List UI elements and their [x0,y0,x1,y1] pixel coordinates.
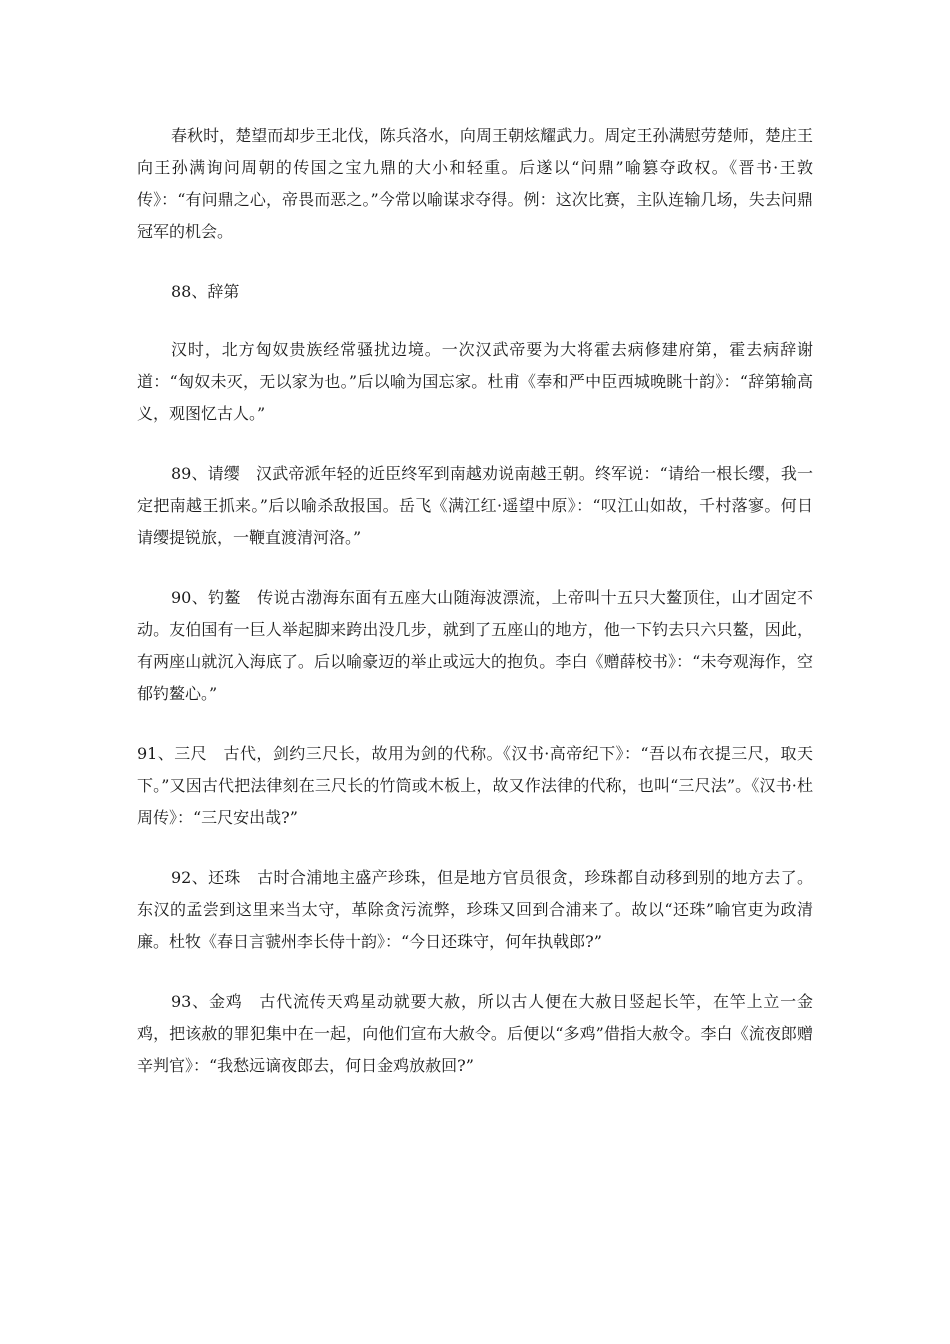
paragraph-91-sanchi: 91、三尺 古代，剑约三尺长，故用为剑的代称。《汉书·高帝纪下》：“吾以布衣提三尺，取天下。”又因古代把法律刻在三尺长的竹筒或木板上，故又作法律的代称，也叫“三尺法”。《汉书·杜周传》：“三尺安出哉?” [137,744,813,827]
paragraph-92-huanzhu: 92、还珠 古时合浦地主盛产珍珠，但是地方官员很贪，珍珠都自动移到别的地方去了。东汉的孟尝到这里来当太守，革除贪污流弊，珍珠又回到合浦来了。故以“还珠”喻官吏为政清廉。杜牧《春日言虢州李长侍十韵》：“今日还珠守，何年执戟郎?” [137,868,813,951]
heading-88-cidi: 88、辞第 [171,282,240,301]
paragraph-90-diaoao: 90、钓鳌 传说古渤海东面有五座大山随海波漂流，上帝叫十五只大鳌顶住，山才固定不动。友伯国有一巨人举起脚来跨出没几步，就到了五座山的地方，他一下钓去只六只鳌，因此，有两座山就沉入海底了。后以喻豪迈的举止或远大的抱负。李白《赠薛校书》：“未夸观海作，空郁钓鳌心。” [137,588,813,703]
paragraph-88-cidi: 汉时，北方匈奴贵族经常骚扰边境。一次汉武帝要为大将霍去病修建府第，霍去病辞谢道：“匈奴未灭，无以家为也。”后以喻为国忘家。杜甫《奉和严中臣西城晚眺十韵》：“辞第输高义，观图忆古人。” [137,340,813,423]
paragraph-89-qingying: 89、请缨 汉武帝派年轻的近臣终军到南越劝说南越王朝。终军说：“请给一根长缨，我一定把南越王抓来。”后以喻杀敌报国。岳飞《满江红·遥望中原》：“叹江山如故，千村落寥。何日请缨提锐旅，一鞭直渡清河洛。” [137,464,813,547]
document-page [137,120,813,1110]
paragraph-93-jinji: 93、金鸡 古代流传天鸡星动就要大赦，所以古人便在大赦日竖起长竿，在竿上立一金鸡，把该赦的罪犯集中在一起，向他们宣布大赦令。后便以“多鸡”借指大赦令。李白《流夜郎赠辛判官》：“我愁远谪夜郎去，何日金鸡放赦回?” [137,992,813,1075]
paragraph-wending: 春秋时，楚望而却步王北伐，陈兵洛水，向周王朝炫耀武力。周定王孙满慰劳楚师，楚庄王向王孙满询问周朝的传国之宝九鼎的大小和轻重。后遂以“问鼎”喻篡夺政权。《晋书·王敦传》：“有问鼎之心，帝畏而恶之。”今常以喻谋求夺得。例：这次比赛，主队连输几场，失去问鼎冠军的机会。 [137,126,813,241]
